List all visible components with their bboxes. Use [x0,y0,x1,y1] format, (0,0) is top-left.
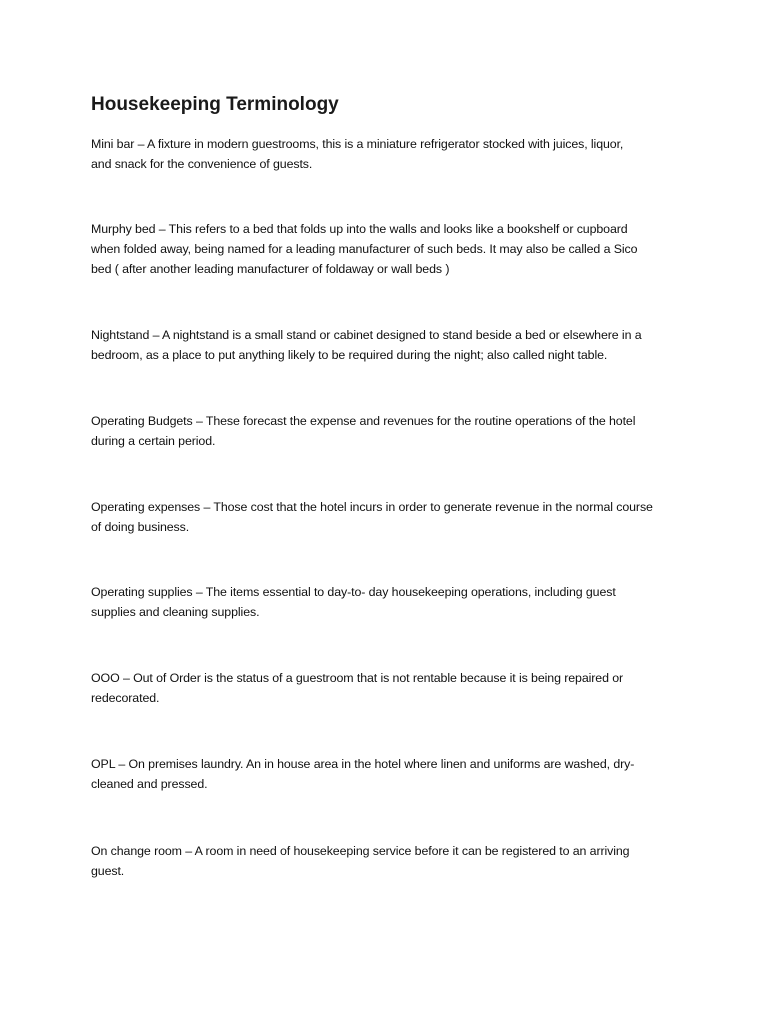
entry-line: cleaned and pressed. [91,777,208,791]
term-entry-operating-budgets [91,411,686,451]
entry-line: OOO – Out of Order is the status of a guestroom that is not rentable because it is being repaired or [91,671,624,685]
term-entry-opl [91,754,686,794]
entry-line: Murphy bed – This refers to a bed that folds up into the walls and looks like a bookshelf or cupboard [91,222,628,236]
term-entry-ooo [91,668,686,708]
entry-line: guest. [91,864,125,878]
entry-line: Operating Budgets – These forecast the expense and revenues for the routine operations of the hotel [91,414,636,428]
entry-line: Mini bar – A fixture in modern guestrooms, this is a miniature refrigerator stocked with juices, liquor, [91,137,624,151]
entry-line: bedroom, as a place to put anything likely to be required during the night; also called night table. [91,348,608,362]
document-title: Housekeeping Terminology [91,94,339,115]
term-entry-mini-bar [91,134,686,174]
document-page [91,0,691,1024]
entry-line: redecorated. [91,691,160,705]
term-entry-nightstand [91,325,686,365]
entry-line: OPL – On premises laundry. An in house area in the hotel where linen and uniforms are washed, dry- [91,757,635,771]
entry-line: during a certain period. [91,434,216,448]
entry-line: Nightstand – A nightstand is a small stand or cabinet designed to stand beside a bed or elsewhere in a [91,328,642,342]
entry-line: of doing business. [91,520,190,534]
entry-line: Operating expenses – Those cost that the hotel incurs in order to generate revenue in the normal course [91,500,653,514]
entry-line: Operating supplies – The items essential to day-to- day housekeeping operations, including guest [91,585,616,599]
entry-line: supplies and cleaning supplies. [91,605,260,619]
entry-line: bed ( after another leading manufacturer of foldaway or wall beds ) [91,262,450,276]
term-entry-operating-supplies [91,582,686,622]
term-entry-operating-expenses [91,497,686,537]
entry-line: and snack for the convenience of guests. [91,157,313,171]
term-entry-on-change-room [91,841,686,881]
entry-line: On change room – A room in need of housekeeping service before it can be registered to an arriving [91,844,630,858]
term-entry-murphy-bed [91,219,686,279]
entry-line: when folded away, being named for a leading manufacturer of such beds. It may also be called a Sico [91,242,638,256]
